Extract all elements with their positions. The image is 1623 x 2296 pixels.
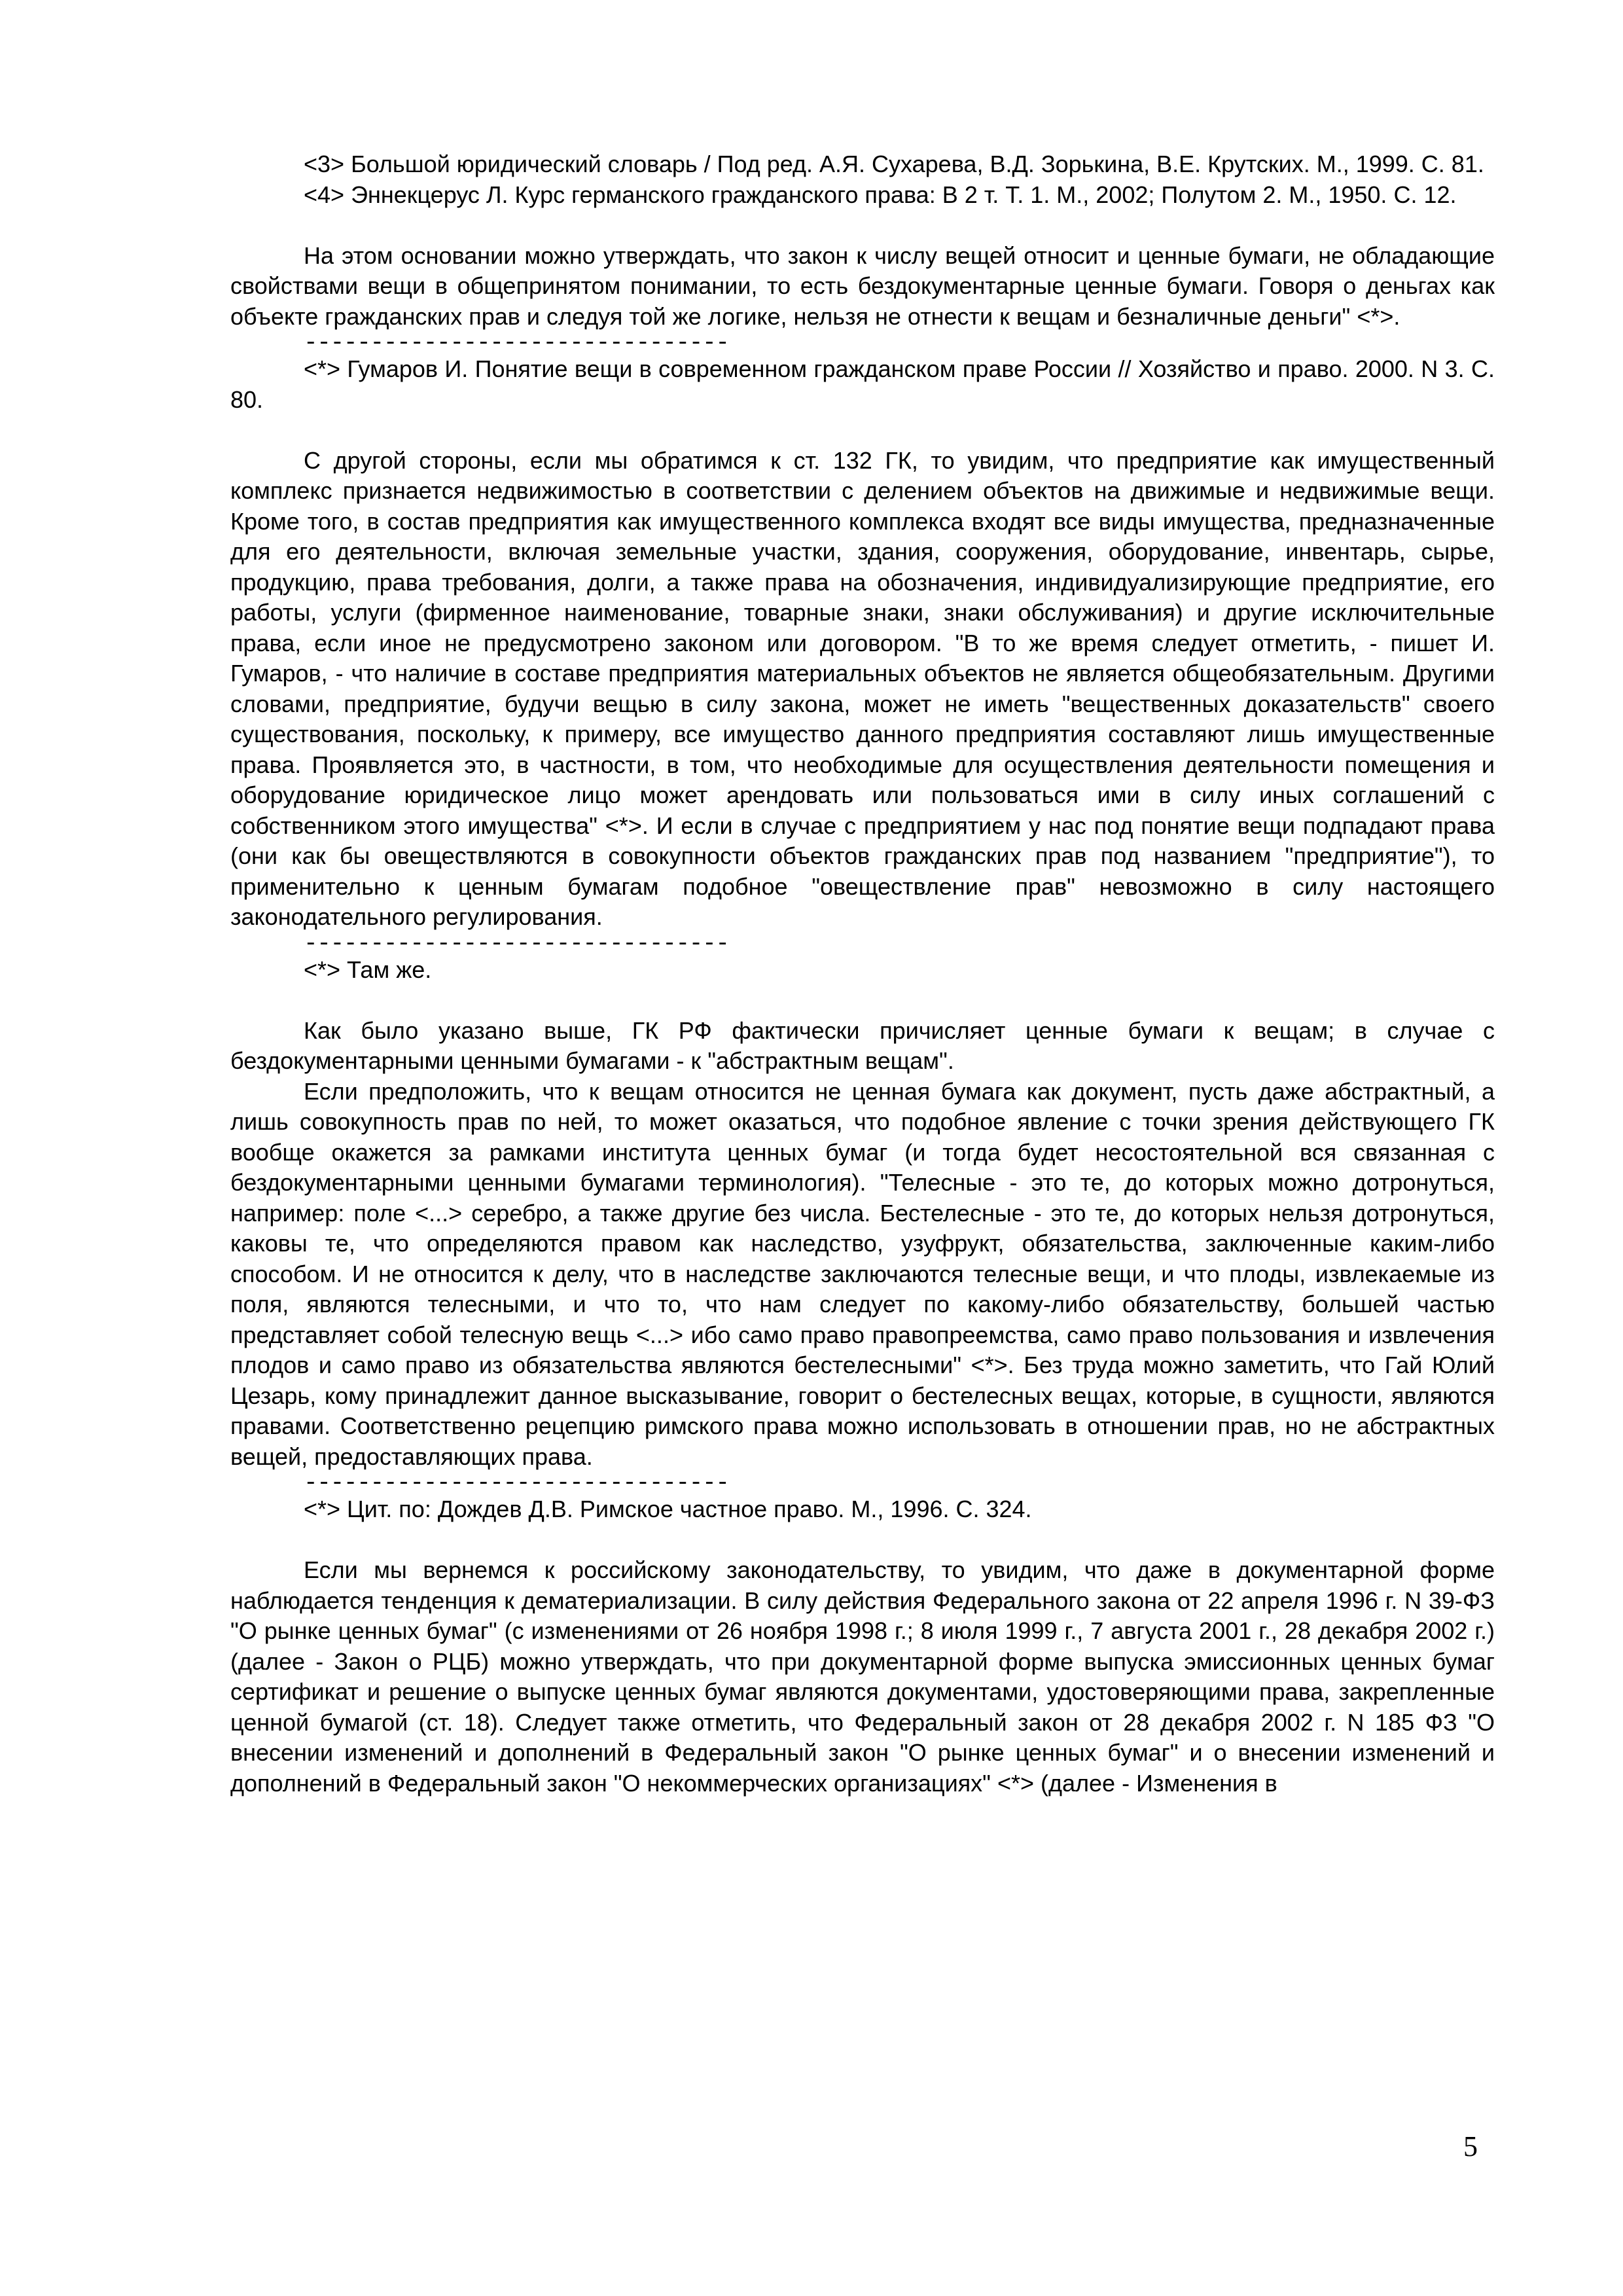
- page-number: 5: [1463, 2130, 1478, 2162]
- footnote-4: <4> Эннекцерус Л. Курс германского гражданского права: В 2 т. Т. 1. М., 2002; Полутом 2. М., 1950. С. 12.: [304, 181, 1457, 208]
- body-paragraph-4: Если предположить, что к вещам относится не ценная бумага как документ, пусть даже абстрактный, а лишь совокупность прав по ней, то может оказаться, что подобное явление с точки зрения действующего ГК вообще окажется за рамками института ценных бумаг (и тогда будет несостоятельной вся связанная с бездокументарными ценными бумагами терминология). "Телесные - это те, до которых можно дотронуться, например: поле <...> серебро, а также другие без числа. Бестелесные - это те, до которых нельзя дотронуться, каковы те, что определяются правом как наследство, узуфрукт, обязательства, заключенные каким-либо способом. И не относится к делу, что в наследстве заключаются телесные вещи, и что плоды, извлекаемые из поля, являются телесными, и что то, что нам следует по какому-либо обязательству, большей частью представляет собой телесную вещь <...> ибо само право правопреемства, само право пользования и извлечения плодов и само право из обязательства являются бестелесными" <*>. Без труда можно заметить, что Гай Юлий Цезарь, кому принадлежит данное высказывание, говорит о бестелесных вещах, которые, в сущности, являются правами. Соответственно рецепцию римского права можно использовать в отношении прав, но не абстрактных вещей, предоставляющих права.: [230, 1077, 1495, 1470]
- document-page: [230, 149, 1495, 1799]
- body-paragraph-1: На этом основании можно утверждать, что закон к числу вещей относит и ценные бумаги, не обладающие свойствами вещи в общепринятом понимании, то есть бездокументарные ценные бумаги. Говоря о деньгах как объекте гражданских прав и следуя той же логике, нельзя не отнести к вещам и безналичные деньги" <*>.: [230, 242, 1495, 330]
- paragraph-gap: [230, 1525, 1495, 1556]
- paragraph-gap: [230, 985, 1495, 1016]
- footnote-separator-1: --------------------------------: [304, 332, 729, 354]
- body-paragraph-2: С другой стороны, если мы обратимся к ст. 132 ГК, то увидим, что предприятие как имущественный комплекс признается недвижимостью в соответствии с делением объектов на движимые и недвижимые вещи. Кроме того, в состав предприятия как имущественного комплекса входят все виды имущества, предназначенные для его деятельности, включая земельные участки, здания, сооружения, оборудование, инвентарь, сырье, продукцию, права требования, долги, а также права на обозначения, индивидуализирующие предприятие, его работы, услуги (фирменное наименование, товарные знаки, знаки обслуживания) и другие исключительные права, если иное не предусмотрено законом или договором. "В то же время следует отметить, - пишет И. Гумаров, - что наличие в составе предприятия материальных объектов не является общеобязательным. Другими словами, предприятие, будучи вещью в силу закона, может не иметь "вещественных доказательств" своего существования, поскольку, к примеру, все имущество данного предприятия составляют лишь имущественные права. Проявляется это, в частности, в том, что необходимые для осуществления деятельности помещения и оборудование юридическое лицо может арендовать или пользоваться ими в силу иных соглашений с собственником этого имущества" <*>. И если в случае с предприятием у нас под понятие вещи подпадают права (они как бы овеществляются в совокупности объектов гражданских прав под названием "предприятие"), то применительно к ценным бумагам подобное "овеществление прав" невозможно в силу настоящего законодательного регулирования.: [230, 446, 1495, 930]
- body-paragraph-5: Если мы вернемся к российскому законодательству, то увидим, что даже в документарной форме наблюдается тенденция к дематериализации. В силу действия Федерального закона от 22 апреля 1996 г. N 39-ФЗ "О рынке ценных бумаг" (с изменениями от 26 ноября 1998 г.; 8 июля 1999 г., 7 августа 2001 г., 28 декабря 2002 г.) (далее - Закон о РЦБ) можно утверждать, что при документарной форме выпуска эмиссионных ценных бумаг сертификат и решение о выпуске ценных бумаг являются документами, удостоверяющими права, закрепленные ценной бумагой (ст. 18). Следует также отметить, что Федеральный закон от 28 декабря 2002 г. N 185 ФЗ "О внесении изменений и дополнений в Федеральный закон "О рынке ценных бумаг" и о внесении изменений и дополнений в Федеральный закон "О некоммерческих организациях" <*> (далее - Изменения в: [230, 1556, 1495, 1797]
- footnote-gumarov: <*> Гумаров И. Понятие вещи в современном гражданском праве России // Хозяйство и право. 2000. N 3. С. 80.: [230, 355, 1495, 413]
- paragraph-gap: [230, 415, 1495, 446]
- paragraph-gap: [230, 210, 1495, 241]
- footnote-3: <3> Большой юридический словарь / Под ред. А.Я. Сухарева, В.Д. Зорькина, В.Е. Крутских. М., 1999. С. 81.: [304, 151, 1484, 177]
- footnote-ibid: <*> Там же.: [304, 956, 432, 983]
- footnote-separator-2: --------------------------------: [304, 932, 729, 955]
- footnote-dozhdev: <*> Цит. по: Дождев Д.В. Римское частное право. М., 1996. С. 324.: [304, 1496, 1032, 1522]
- footnote-separator-3: --------------------------------: [304, 1472, 729, 1494]
- body-paragraph-3: Как было указано выше, ГК РФ фактически причисляет ценные бумаги к вещам; в случае с бездокументарными ценными бумагами - к "абстрактным вещам".: [230, 1016, 1495, 1074]
